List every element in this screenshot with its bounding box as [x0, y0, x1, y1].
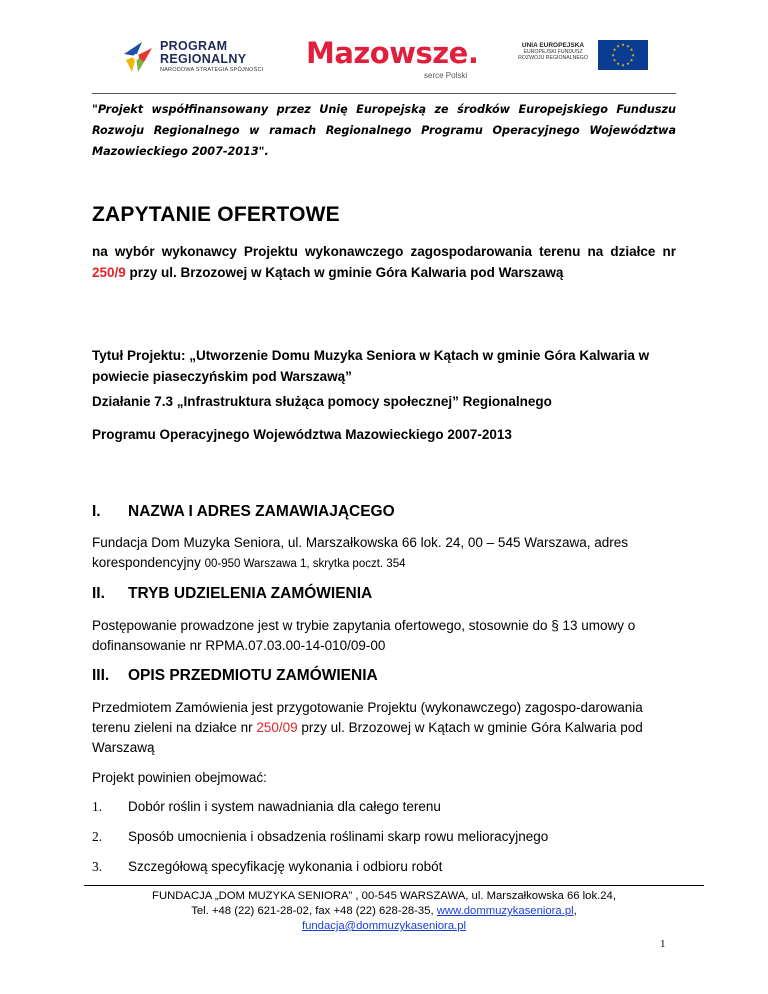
section-1-heading: NAZWA I ADRES ZAMAWIAJĄCEGO: [128, 503, 395, 520]
svg-text:★: ★: [626, 61, 630, 66]
section-3-number: III.: [92, 667, 110, 684]
list-item-3-text: Szczegółową specyfikację wykonania i odbioru robót: [128, 859, 443, 874]
section-2-text: Postępowanie prowadzone jest w trybie zapytania ofertowego, stosownie do § 13 umowy o dofinansowanie nr RPMA.07.03.00-14-010/09-00: [92, 618, 636, 653]
eu-logo-line1: UNIA EUROPEJSKA: [521, 42, 585, 49]
footer-website-link[interactable]: www.dommuzykaseniora.pl: [436, 905, 574, 917]
action-line-1: Działanie 7.3 „Infrastruktura służąca pomocy społecznej” Regionalnego: [92, 394, 552, 409]
section-3-heading: OPIS PRZEDMIOTU ZAMÓWIENIA: [128, 667, 378, 684]
section-2-number: II.: [92, 585, 105, 602]
subtitle-text-after: przy ul. Brzozowej w Kątach w gminie Góra Kalwaria pod Warszawą: [125, 265, 564, 280]
action-line-2: Programu Operacyjnego Województwa Mazowieckiego 2007-2013: [92, 427, 512, 442]
plot-number: 250/9: [92, 265, 126, 280]
eu-logo: [512, 40, 648, 70]
program-regionalny-logo: [122, 36, 282, 82]
section-3-text-before: Przedmiotem Zamówienia jest przygotowanie Projektu (wykonawczego) zagospo-darowania terenu zieleni na działce nr: [92, 700, 643, 735]
section-2-heading: TRYB UDZIELENIA ZAMÓWIENIA: [128, 585, 373, 602]
page-title: ZAPYTANIE OFERTOWE: [92, 203, 340, 226]
list-item-2-number: 2.: [92, 829, 103, 844]
footer-contact: [92, 904, 676, 919]
list-item-2-text: Sposób umocnienia i obsadzenia roślinami skarp rowu melioracyjnego: [128, 829, 549, 844]
section-3-text-after: przy ul. Brzozowej w Kątach w gminie Góra Kalwaria pod Warszawą: [92, 720, 643, 755]
section-1-number: I.: [92, 503, 101, 520]
svg-text:★: ★: [629, 57, 634, 63]
program-logo-line1: PROGRAM: [160, 39, 228, 53]
section-1-address: Fundacja Dom Muzyka Seniora, ul. Marszałkowska 66 lok. 24, 00 – 545 Warszawa, adres korespondencyjny: [92, 535, 628, 570]
svg-text:★: ★: [616, 61, 620, 66]
eu-flag-icon: [598, 40, 648, 70]
program-logo-subtitle: NARODOWA STRATEGIA SPÓJNOŚCI: [160, 67, 264, 73]
svg-text:★: ★: [629, 47, 634, 52]
header-divider: [92, 93, 676, 94]
mazowsze-tagline: serce Polski: [424, 71, 468, 80]
footer-comma: ,: [573, 905, 577, 917]
project-title: Tytuł Projektu: „Utworzenie Domu Muzyka Seniora w Kątach w gminie Góra Kalwaria w powiecie piaseczyńskim pod Warszawą”: [92, 348, 650, 384]
svg-text:★: ★: [612, 47, 617, 52]
list-item-3-number: 3.: [92, 859, 103, 874]
footer-phone-fax: Tel. +48 (22) 621-28-02, fax +48 (22) 628-28-35,: [191, 905, 437, 917]
footer: [92, 889, 676, 934]
cofinancing-statement: "Projekt współfinansowany przez Unię Europejską ze środków Europejskiego Funduszu Rozwoju Regionalnego w ramach Regionalnego Programu Operacyjnego Województwa Mazowieckiego 2007-2013".: [92, 103, 676, 158]
footer-email-link[interactable]: fundacja@dommuzykaseniora.pl: [301, 920, 467, 932]
list-item-1-number: 1.: [92, 799, 103, 814]
section-1-correspondence: 00-950 Warszawa 1, skrytka poczt. 354: [204, 558, 406, 570]
section-3-plot-number: 250/09: [256, 720, 298, 735]
svg-text:★: ★: [611, 52, 615, 58]
section-1-text: [92, 533, 676, 574]
mazowsze-wordmark: Mazowsze.: [306, 36, 479, 70]
mazowsze-logo: [306, 36, 479, 82]
program-logo-line2: REGIONALNY: [160, 52, 247, 66]
eu-logo-line3: ROZWOJU REGIONALNEGO: [518, 55, 588, 61]
section-3-text: [92, 698, 676, 758]
list-intro: Projekt powinien obejmować:: [92, 770, 267, 785]
document-subtitle: [92, 241, 676, 283]
subtitle-text-before: na wybór wykonawcy Projektu wykonawczego zagospodarowania terenu na działce nr: [92, 244, 676, 259]
eu-logo-line2: EUROPEJSKI FUNDUSZ: [523, 49, 583, 55]
svg-text:★: ★: [626, 43, 630, 49]
page-number: 1: [660, 938, 666, 950]
list-item-1-text: Dobór roślin i system nawadniania dla całego terenu: [128, 799, 441, 814]
svg-text:★: ★: [612, 57, 617, 63]
footer-address: FUNDACJA „DOM MUZYKA SENIORA” , 00-545 WARSZAWA, ul. Marszałkowska 66 lok.24,: [152, 890, 616, 902]
svg-text:★: ★: [621, 42, 625, 47]
svg-text:★: ★: [621, 62, 625, 68]
footer-divider: [84, 885, 704, 886]
program-regionalny-icon: [122, 40, 154, 74]
svg-text:★: ★: [616, 43, 620, 49]
svg-text:★: ★: [631, 52, 635, 58]
